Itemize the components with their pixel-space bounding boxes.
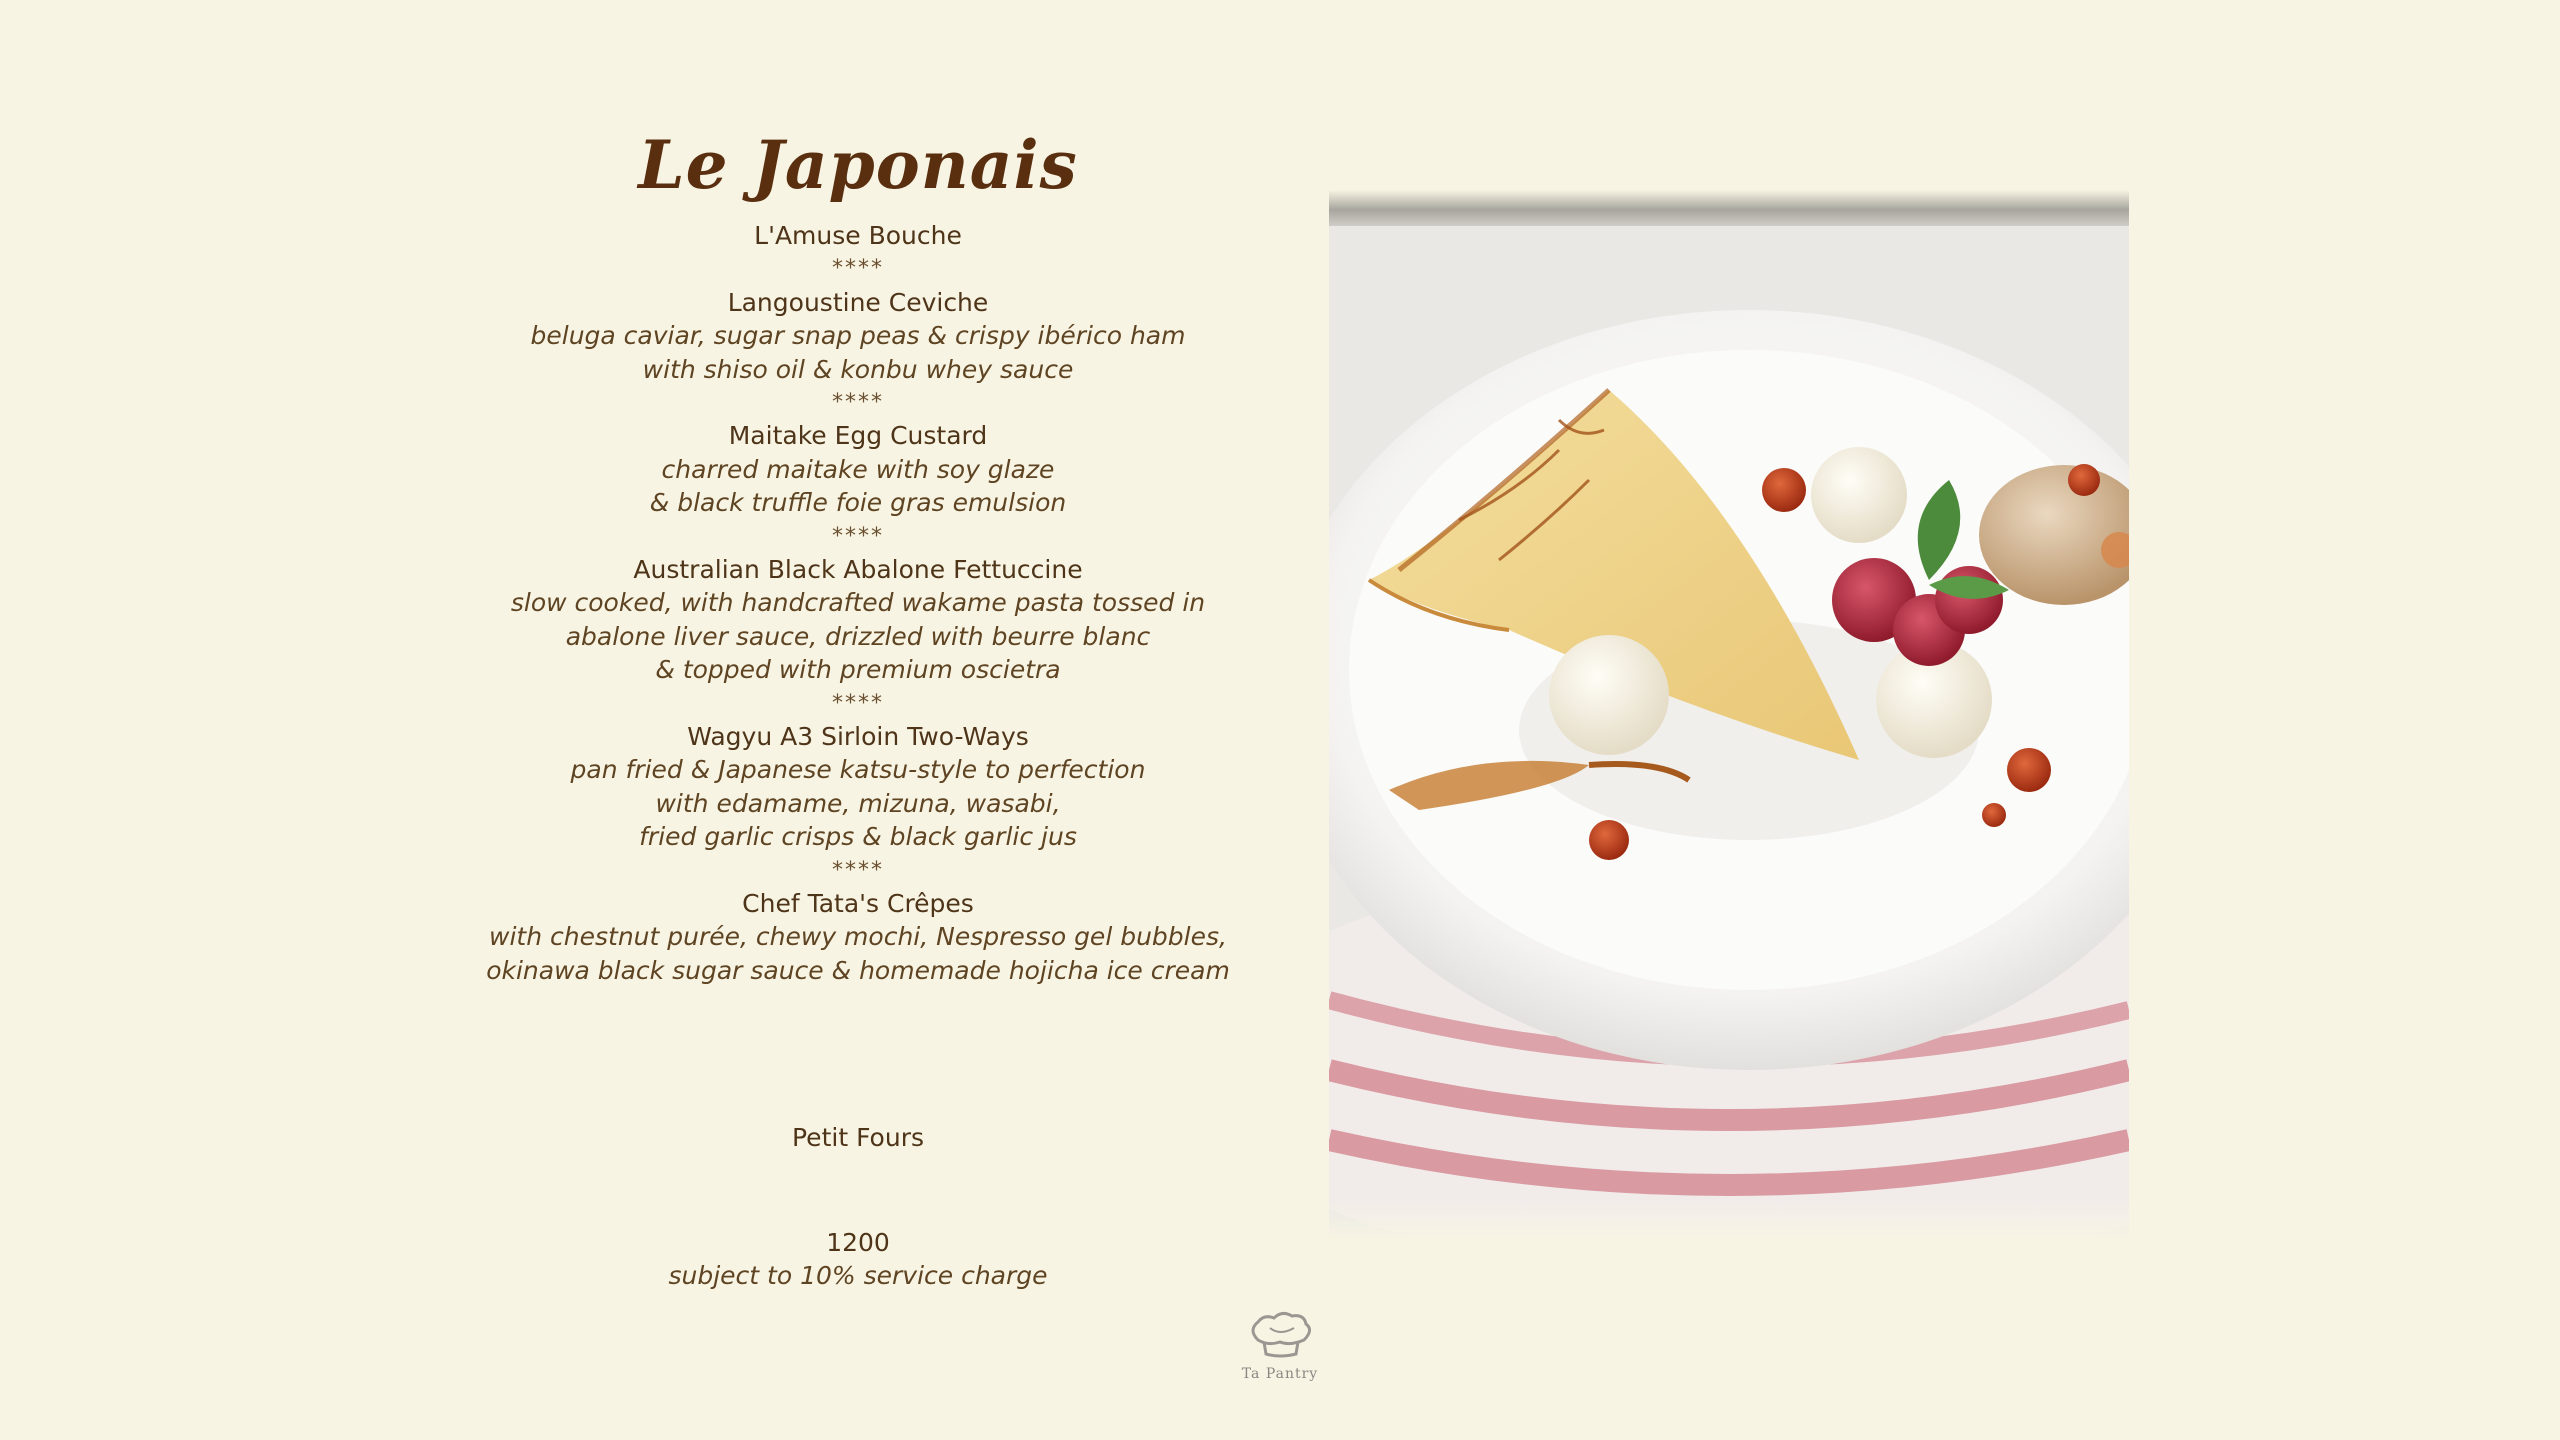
course-separator: **** (832, 256, 884, 282)
course-description: pan fried & Japanese katsu-style to perfection (570, 755, 1146, 785)
course-description: abalone liver sauce, drizzled with beurre blanc (565, 621, 1151, 651)
course-item (443, 286, 1273, 386)
course-name: Chef Tata's Crêpes (742, 889, 974, 919)
course-name: Langoustine Ceviche (727, 287, 989, 317)
course-description: with edamame, mizuna, wasabi, (655, 788, 1061, 818)
course-description: okinawa black sugar sauce & homemade hojicha ice cream (486, 955, 1230, 985)
course-description: beluga caviar, sugar snap peas & crispy ibérico ham (530, 321, 1186, 351)
course-separator: **** (832, 690, 884, 716)
course-description: with chestnut purée, chewy mochi, Nespresso gel bubbles, (489, 922, 1227, 952)
course-item (443, 553, 1273, 687)
course-item (443, 887, 1273, 987)
course-item (443, 219, 1273, 252)
photo-fade-bottom (1329, 1200, 2129, 1240)
course-name: Wagyu A3 Sirloin Two-Ways (687, 722, 1029, 752)
course-description: & topped with premium oscietra (655, 655, 1061, 685)
course-item (443, 419, 1273, 519)
course-name: Australian Black Abalone Fettuccine (633, 555, 1083, 585)
menu-title: Le Japonais (638, 126, 1078, 204)
menu-price: 1200 (826, 1228, 890, 1257)
course-description: with shiso oil & konbu whey sauce (642, 354, 1074, 384)
petit-fours: Petit Fours (792, 1123, 924, 1152)
menu-column (443, 115, 1273, 987)
course-name: Maitake Egg Custard (728, 421, 988, 451)
price-block (443, 1226, 1273, 1292)
logo-text: Ta Pantry (1241, 1366, 1319, 1382)
course-description: fried garlic crisps & black garlic jus (639, 822, 1077, 852)
course-separator: **** (832, 857, 884, 883)
course-separator: **** (832, 390, 884, 416)
photo-shadow-top (1329, 190, 2129, 226)
course-name: L'Amuse Bouche (754, 221, 962, 250)
course-list (443, 219, 1273, 987)
chef-hat-icon (1240, 1345, 1320, 1364)
service-charge-note: subject to 10% service charge (668, 1261, 1048, 1290)
course-description: slow cooked, with handcrafted wakame pasta tossed in (510, 588, 1206, 618)
course-description: charred maitake with soy glaze (661, 454, 1055, 484)
course-item (443, 720, 1273, 854)
dessert-photo (1329, 190, 2129, 1240)
course-separator: **** (832, 523, 884, 549)
ta-pantry-logo (1230, 1310, 1330, 1390)
course-description: & black truffle foie gras emulsion (649, 488, 1067, 518)
